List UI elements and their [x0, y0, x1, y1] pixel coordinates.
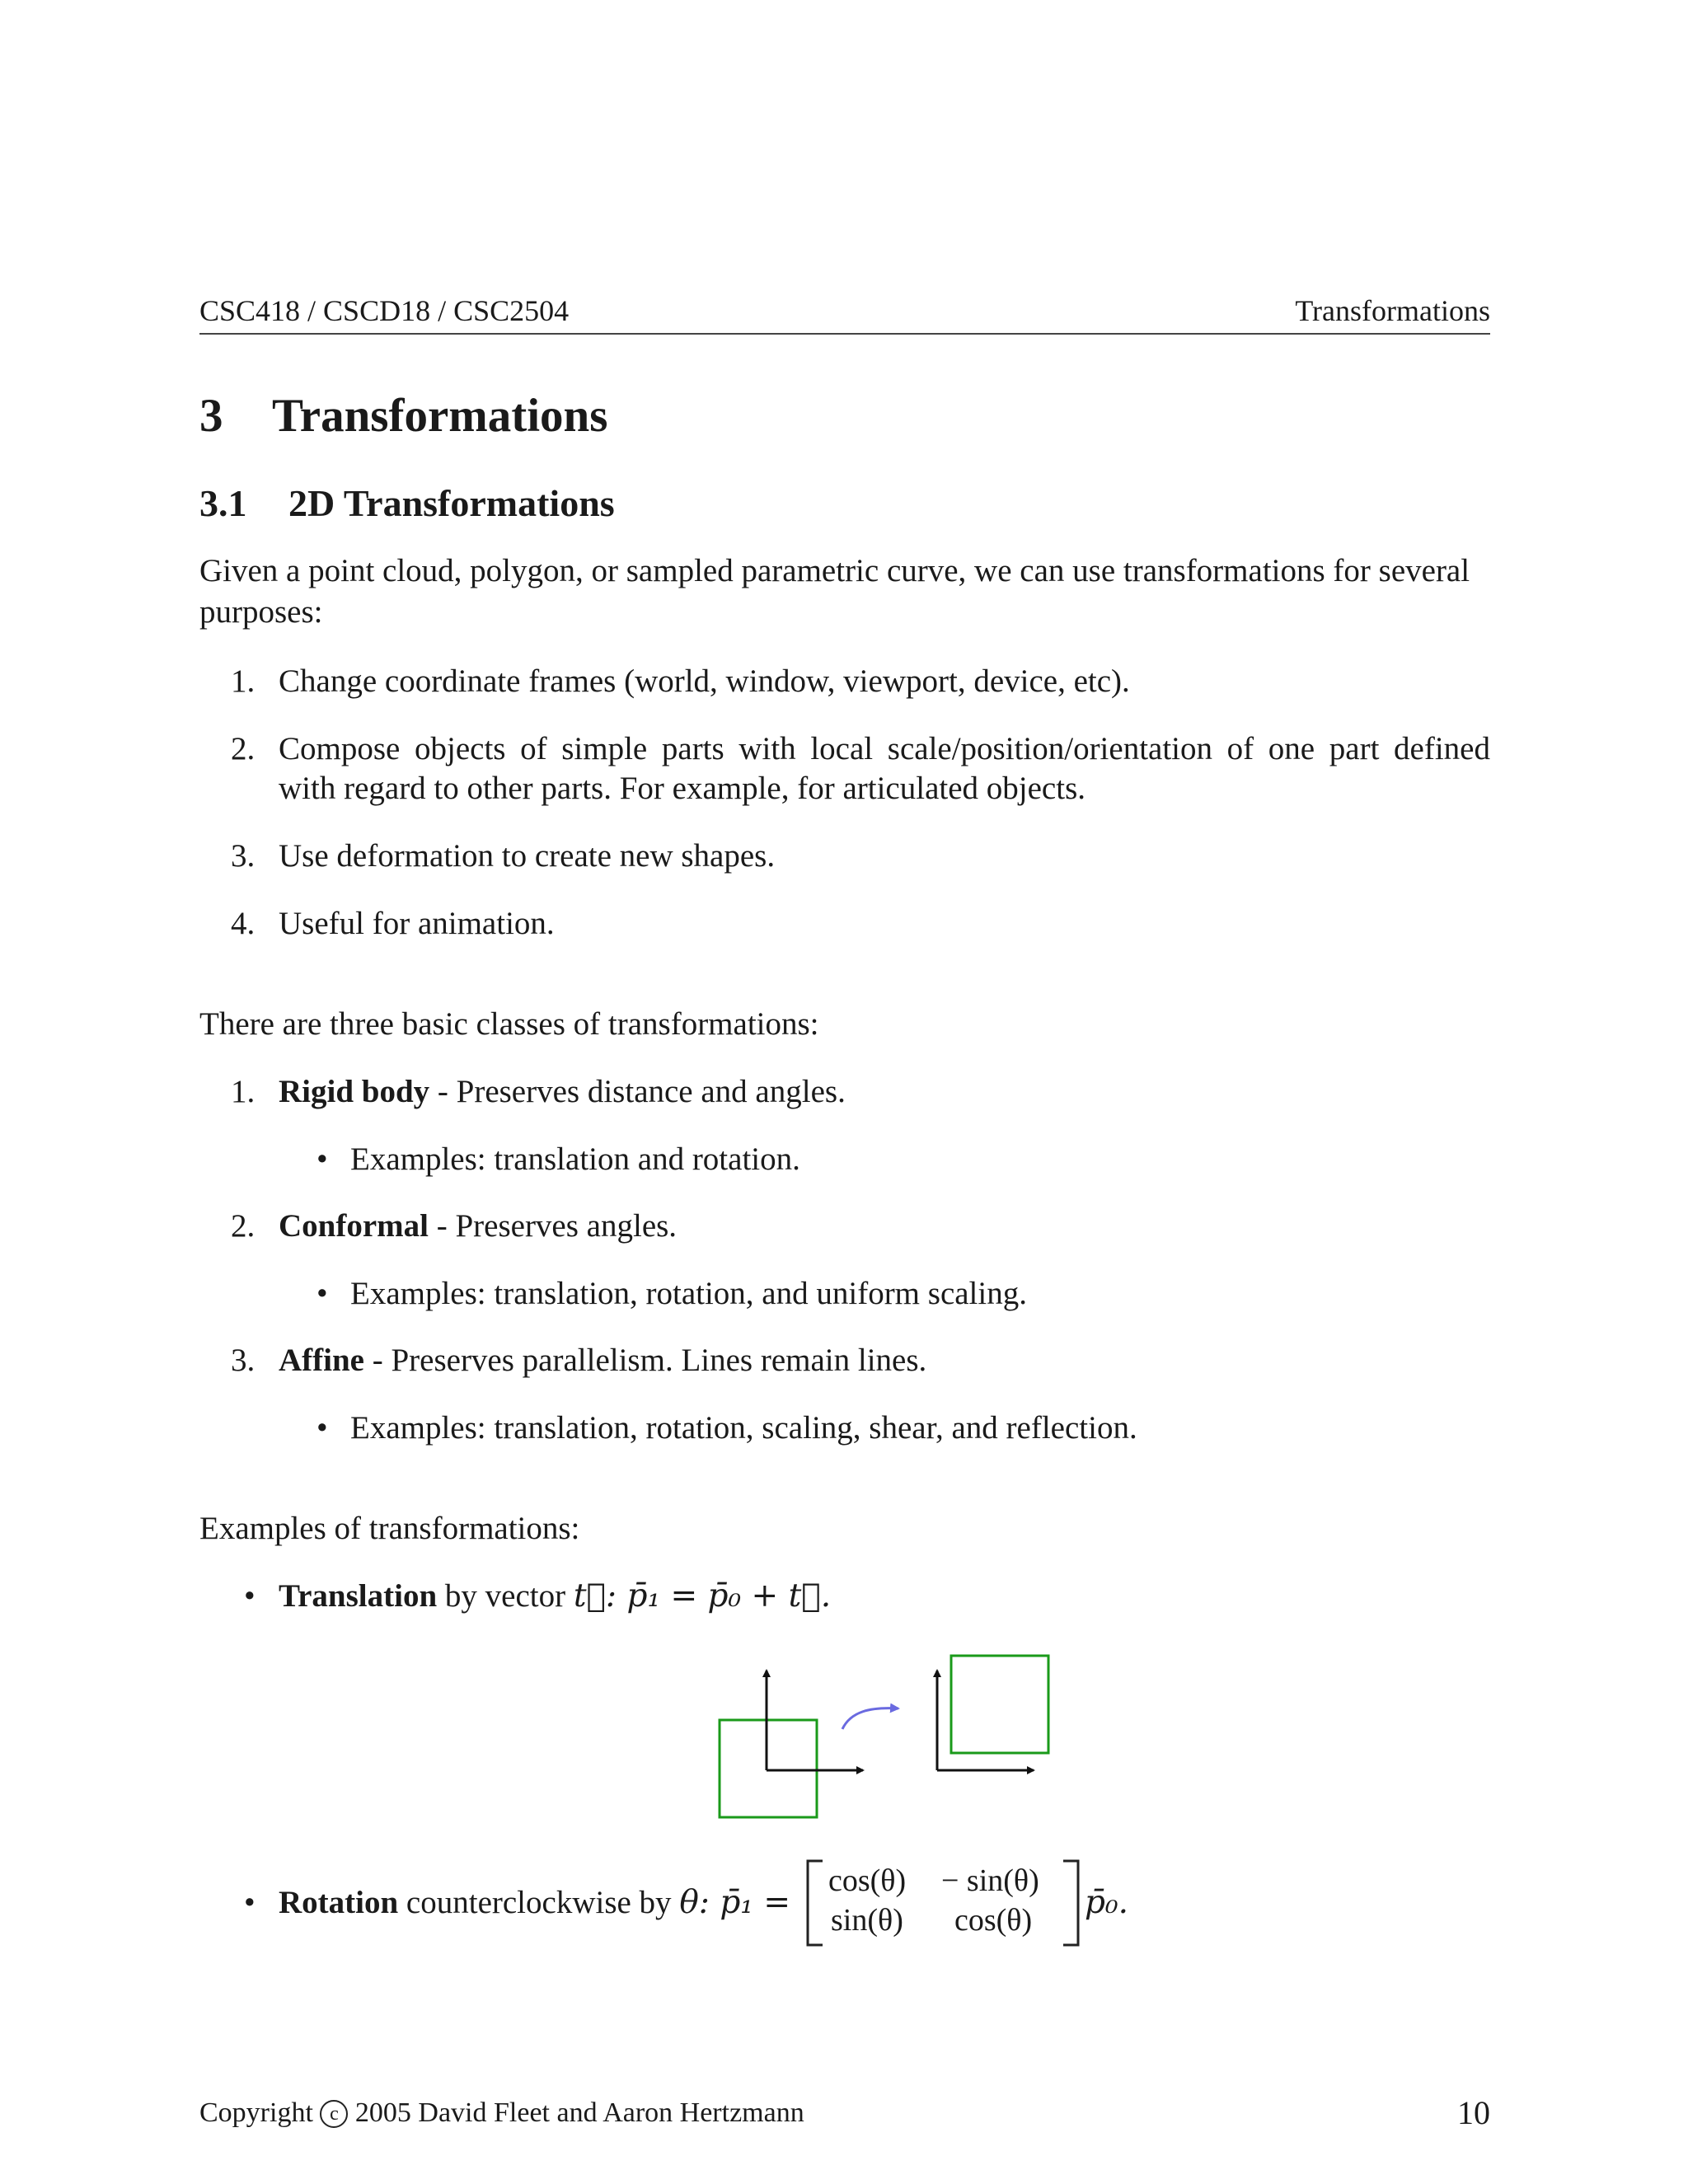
purpose-text-1: Change coordinate frames (world, window, viewport, device, etc). [279, 663, 1130, 699]
original-square [720, 1720, 817, 1817]
translation-formula: t⃗: p̄₁ = p̄₀ + t⃗. [573, 1577, 832, 1615]
matrix-right-bracket [1057, 1858, 1085, 1948]
bullet-dot: • [316, 1410, 328, 1446]
translation-arrow [842, 1708, 898, 1729]
matrix-m12: − sin(θ) [941, 1863, 1039, 1898]
class-item-3 [279, 1340, 926, 1380]
purpose-text-4: Useful for animation. [279, 906, 555, 941]
copyright-word: Copyright [199, 2097, 313, 2128]
running-header-topic: Transformations [1295, 294, 1490, 327]
translation-item [279, 1576, 831, 1616]
copyright-holders: 2005 David Fleet and Aaron Hertzmann [354, 2097, 804, 2128]
matrix-m21: sin(θ) [831, 1903, 903, 1938]
section-heading [199, 389, 607, 443]
matrix-m11: cos(θ) [828, 1863, 907, 1898]
subsection-title: 2D Transformations [288, 482, 615, 524]
page-number: 10 [1457, 2094, 1490, 2131]
purpose-item-3 [231, 836, 255, 876]
translation-name: Translation [279, 1578, 438, 1614]
matrix-left-bracket [801, 1858, 829, 1948]
rotation-text: counterclockwise by [398, 1885, 680, 1920]
classes-intro: There are three basic classes of transformations: [199, 1006, 819, 1042]
class-number-3: 3. [231, 1343, 256, 1378]
footer-copyright [199, 2097, 804, 2129]
list-number: 4. [231, 906, 256, 941]
rotation-tail: p̄₀. [1085, 1884, 1128, 1921]
bullet-dot: • [244, 1885, 256, 1920]
purpose-item-2 [231, 729, 255, 769]
class-example-1: Examples: translation and rotation. [350, 1141, 800, 1177]
list-number: 1. [231, 663, 256, 699]
subsection-heading [199, 481, 615, 525]
section-title: Transformations [272, 390, 608, 442]
class-desc: - Preserves distance and angles. [429, 1074, 846, 1109]
running-header-course: CSC418 / CSCD18 / CSC2504 [199, 294, 570, 327]
copyright-symbol: c [320, 2100, 348, 2128]
class-name: Affine [279, 1343, 364, 1378]
section-number: 3 [199, 390, 223, 442]
list-number: 3. [231, 838, 256, 874]
class-example-2: Examples: translation, rotation, and uniform scaling. [350, 1276, 1027, 1311]
class-item-1 [279, 1071, 846, 1112]
intro-line-2: purposes: [199, 594, 323, 630]
subsection-number: 3.1 [199, 482, 247, 524]
matrix-m22: cos(θ) [954, 1903, 1033, 1938]
purpose-text-2b: with regard to other parts. For example, for articulated objects. [279, 771, 1085, 806]
class-number-1: 1. [231, 1074, 256, 1109]
translated-square [951, 1656, 1048, 1753]
class-number-2: 2. [231, 1208, 256, 1244]
bullet-dot: • [244, 1578, 256, 1614]
rotation-theta: θ: p̄₁ = [679, 1884, 791, 1921]
class-desc: - Preserves angles. [428, 1208, 678, 1244]
class-example-3: Examples: translation, rotation, scaling, shear, and reflection. [350, 1410, 1137, 1446]
intro-line-1: Given a point cloud, polygon, or sampled parametric curve, we can use transformations for several [199, 553, 1470, 588]
purpose-item-4 [231, 903, 255, 944]
bullet-dot: • [316, 1276, 328, 1311]
rotation-item [279, 1882, 790, 1923]
bullet-dot: • [316, 1141, 328, 1177]
purpose-text-2a: Compose objects of simple parts with local scale/position/orientation of one part defined [279, 731, 1490, 766]
list-number: 2. [231, 731, 256, 766]
purpose-text-3: Use deformation to create new shapes. [279, 838, 776, 874]
class-desc: - Preserves parallelism. Lines remain lines. [363, 1343, 927, 1378]
class-item-2 [279, 1206, 677, 1246]
translation-text: by vector [437, 1578, 574, 1614]
translation-figure [701, 1644, 1063, 1825]
rotation-name: Rotation [279, 1885, 399, 1920]
examples-intro: Examples of transformations: [199, 1511, 580, 1546]
purpose-item-1 [231, 661, 255, 701]
header-rule [199, 333, 1490, 335]
class-name: Rigid body [279, 1074, 430, 1109]
class-name: Conformal [279, 1208, 429, 1244]
